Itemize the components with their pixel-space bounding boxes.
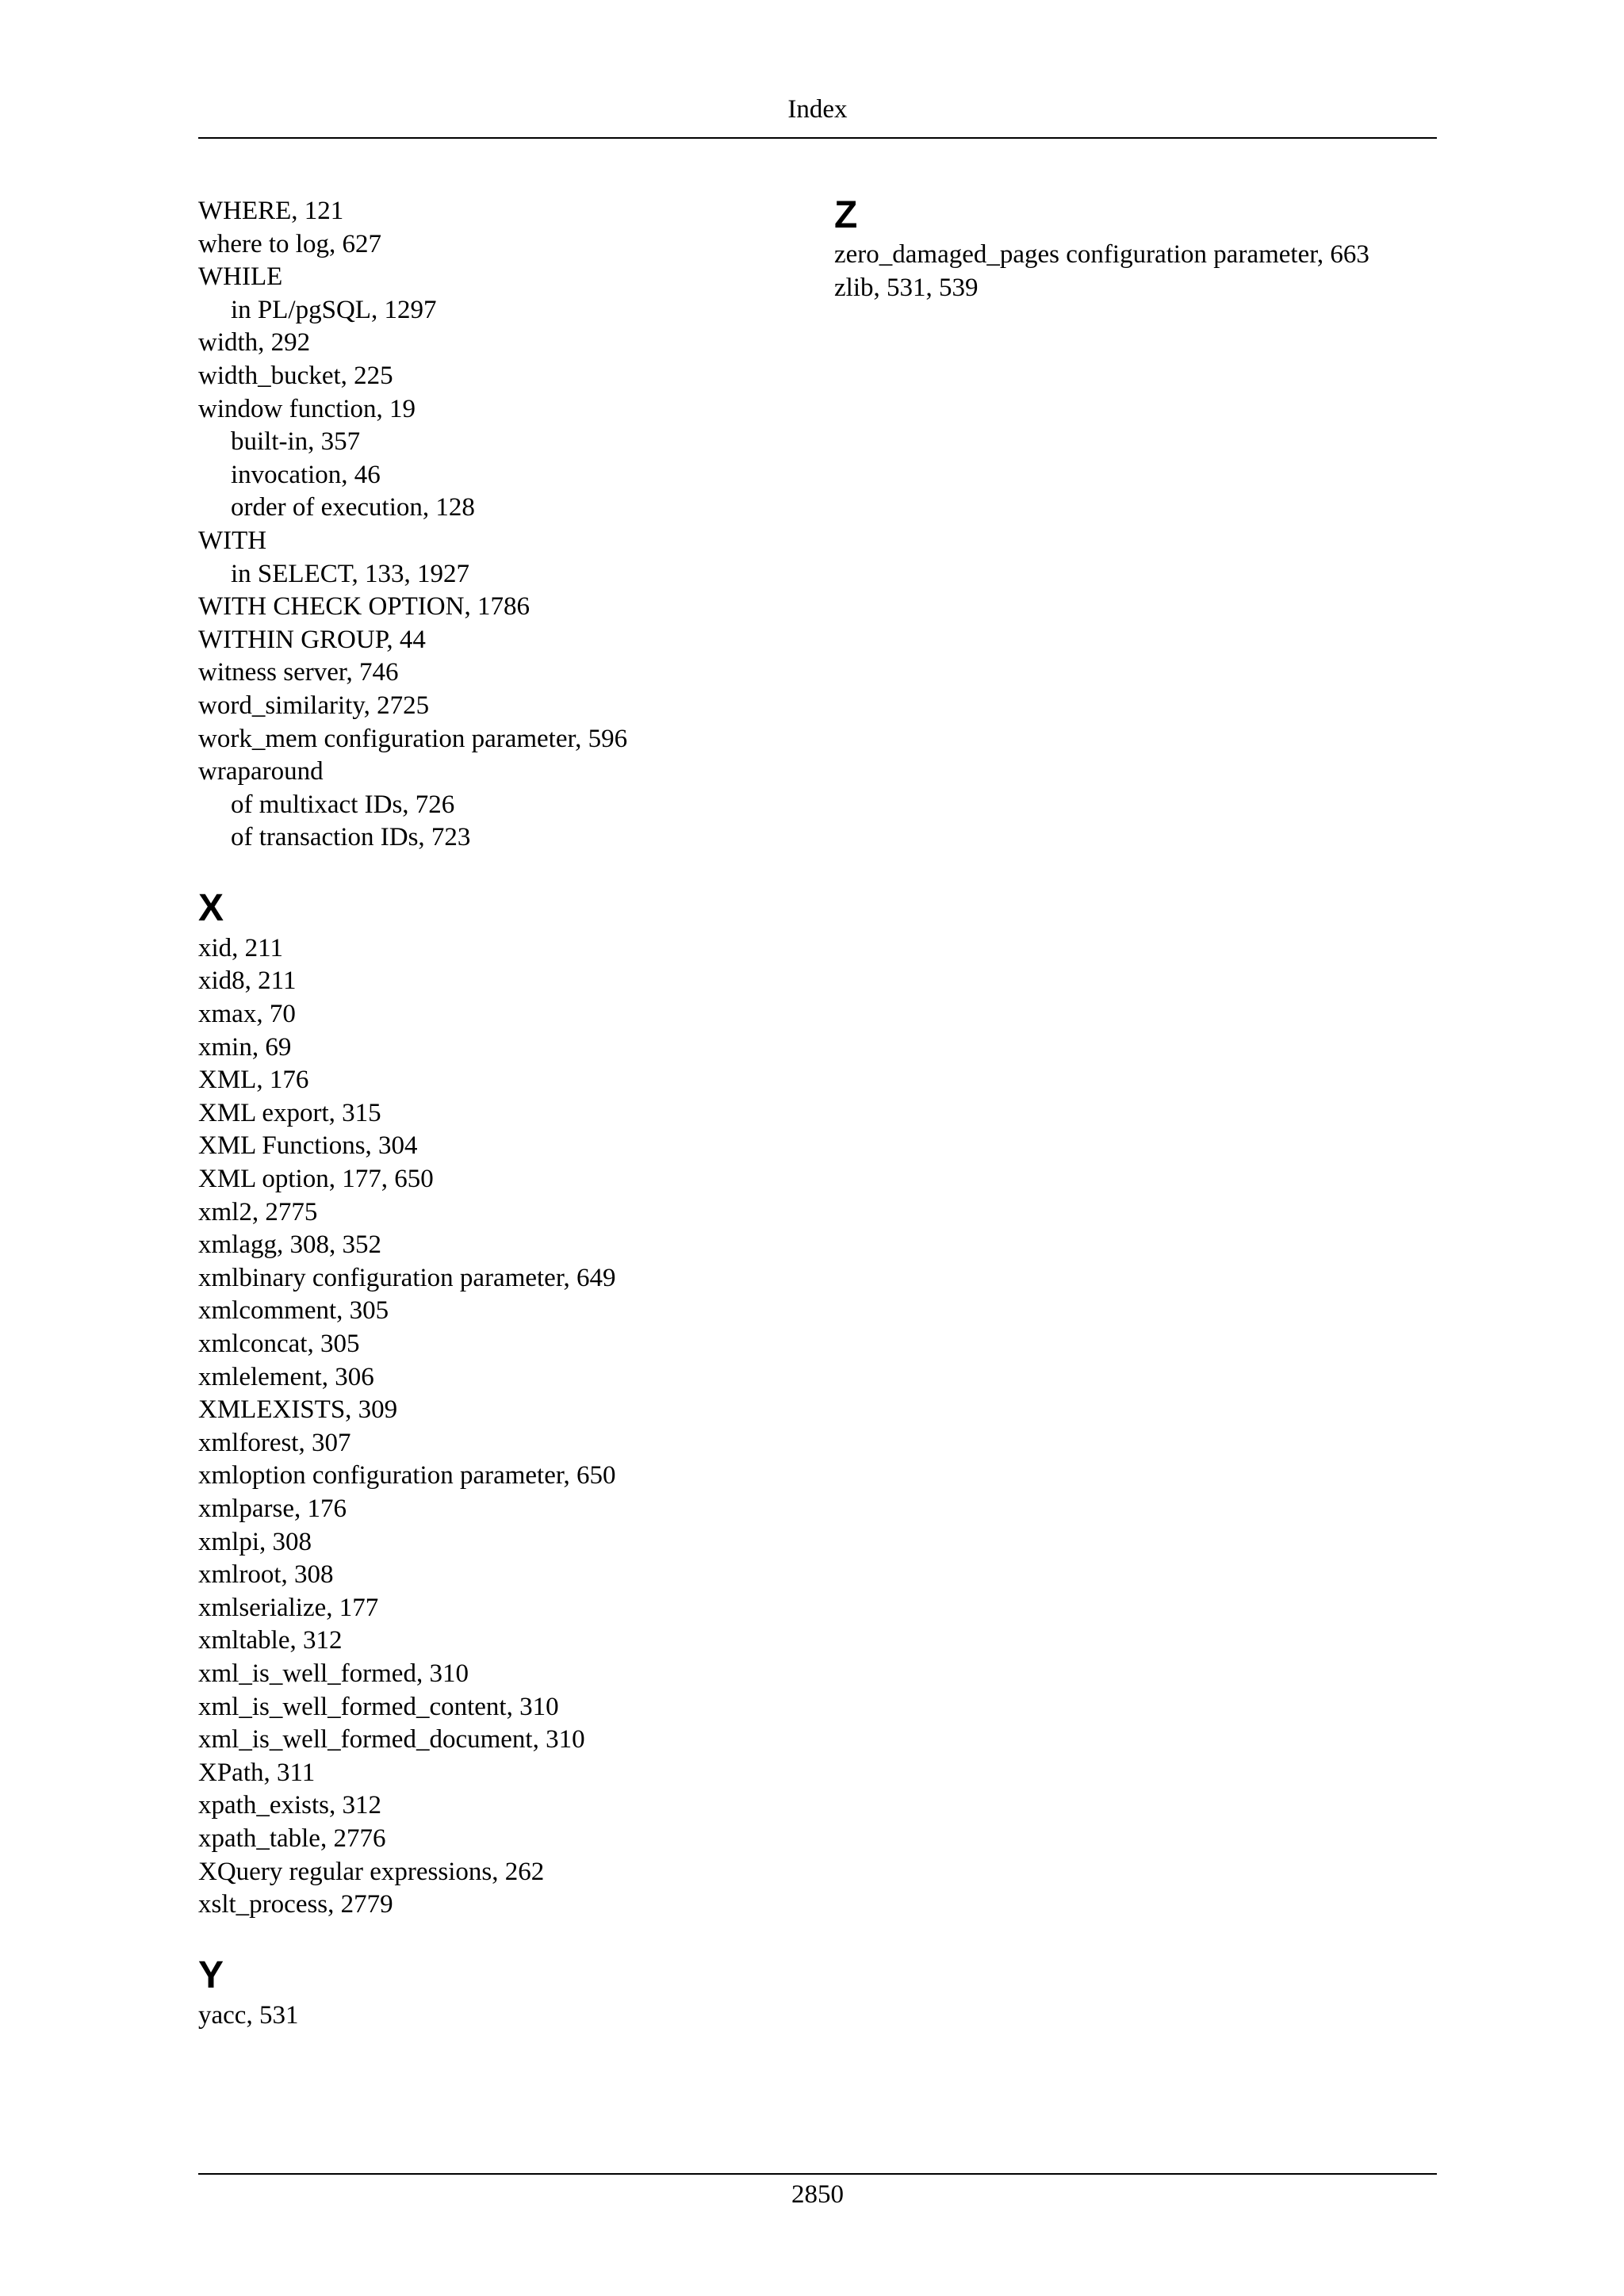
index-column-right (834, 193, 1437, 304)
index-entry: WHERE, 121 (198, 197, 344, 225)
index-entry: window function, 19 (198, 394, 416, 423)
index-entry: xmlconcat, 305 (198, 1330, 360, 1358)
index-entry: WITH (198, 526, 267, 555)
index-entry: xmltable, 312 (198, 1626, 343, 1655)
section-letter-z: Z (834, 194, 858, 236)
index-subentry: order of execution, 128 (231, 493, 475, 522)
index-subentry: built-in, 357 (231, 427, 361, 457)
index-entry: XML Functions, 304 (198, 1131, 418, 1161)
index-entry: xmlpi, 308 (198, 1527, 312, 1556)
index-entry: xml_is_well_formed_content, 310 (198, 1692, 559, 1721)
index-entries-x (198, 932, 817, 1922)
index-entry: yacc, 531 (198, 2000, 299, 2030)
page-number: 2850 (791, 2180, 844, 2209)
index-entry: xmlelement, 306 (198, 1362, 374, 1391)
index-entry: xmlagg, 308, 352 (198, 1230, 381, 1260)
index-subentry: in SELECT, 133, 1927 (231, 559, 469, 588)
index-entry: word_similarity, 2725 (198, 691, 430, 720)
index-entry: xmlcomment, 305 (198, 1296, 389, 1326)
index-entry: zlib, 531, 539 (834, 273, 979, 302)
index-entry: xmlserialize, 177 (198, 1593, 379, 1622)
index-column-left (198, 195, 817, 2032)
index-entry: WHILE (198, 262, 283, 292)
index-entry: XML option, 177, 650 (198, 1165, 434, 1194)
index-entry: zero_damaged_pages configuration parameter, 663 (834, 240, 1369, 269)
page-header-title: Index (787, 95, 848, 124)
index-entry: xpath_table, 2776 (198, 1823, 386, 1853)
index-entry: xid, 211 (198, 933, 283, 962)
index-subentry: in PL/pgSQL, 1297 (231, 295, 437, 324)
index-entry: work_mem configuration parameter, 596 (198, 724, 628, 753)
index-entry: xmax, 70 (198, 1000, 296, 1029)
index-entry: xmlforest, 307 (198, 1428, 351, 1457)
index-section-x (198, 885, 817, 1922)
index-entry: xml_is_well_formed, 310 (198, 1659, 469, 1688)
index-entry: XML, 176 (198, 1066, 309, 1095)
index-entry: width, 292 (198, 328, 311, 358)
index-subentry: invocation, 46 (231, 460, 381, 489)
index-section-z (834, 193, 1437, 304)
index-entry: XMLEXISTS, 309 (198, 1395, 398, 1425)
index-entry: width_bucket, 225 (198, 361, 393, 390)
section-letter-x: X (198, 886, 224, 929)
index-entry: xmin, 69 (198, 1032, 292, 1062)
index-entry: WITHIN GROUP, 44 (198, 625, 426, 654)
index-entry: xpath_exists, 312 (198, 1791, 381, 1820)
index-entry: xmlroot, 308 (198, 1560, 334, 1590)
index-entry: wraparound (198, 757, 324, 786)
index-entry: witness server, 746 (198, 658, 399, 687)
index-entry: xmlparse, 176 (198, 1494, 347, 1523)
index-entry: xslt_process, 2779 (198, 1890, 393, 1919)
index-entry: where to log, 627 (198, 229, 381, 258)
index-entry: xml_is_well_formed_document, 310 (198, 1725, 585, 1755)
index-subentry: of multixact IDs, 726 (231, 790, 455, 819)
index-section-w-continued (198, 195, 817, 855)
index-entry: XPath, 311 (198, 1758, 316, 1787)
section-letter-y: Y (198, 1954, 224, 1996)
index-entry: xmlbinary configuration parameter, 649 (198, 1263, 616, 1292)
index-subentry: of transaction IDs, 723 (231, 823, 471, 852)
index-section-y (198, 1952, 817, 2033)
footer-rule (198, 2173, 1437, 2175)
header-rule (198, 137, 1437, 139)
index-entries-z (834, 239, 1437, 304)
index-entry: XQuery regular expressions, 262 (198, 1857, 545, 1886)
index-entry: xid8, 211 (198, 966, 297, 996)
index-entries-y (198, 1999, 817, 2033)
index-entry: xmloption configuration parameter, 650 (198, 1461, 616, 1490)
index-entry: XML export, 315 (198, 1098, 381, 1127)
index-entry: xml2, 2775 (198, 1197, 318, 1226)
index-entry: WITH CHECK OPTION, 1786 (198, 592, 530, 622)
